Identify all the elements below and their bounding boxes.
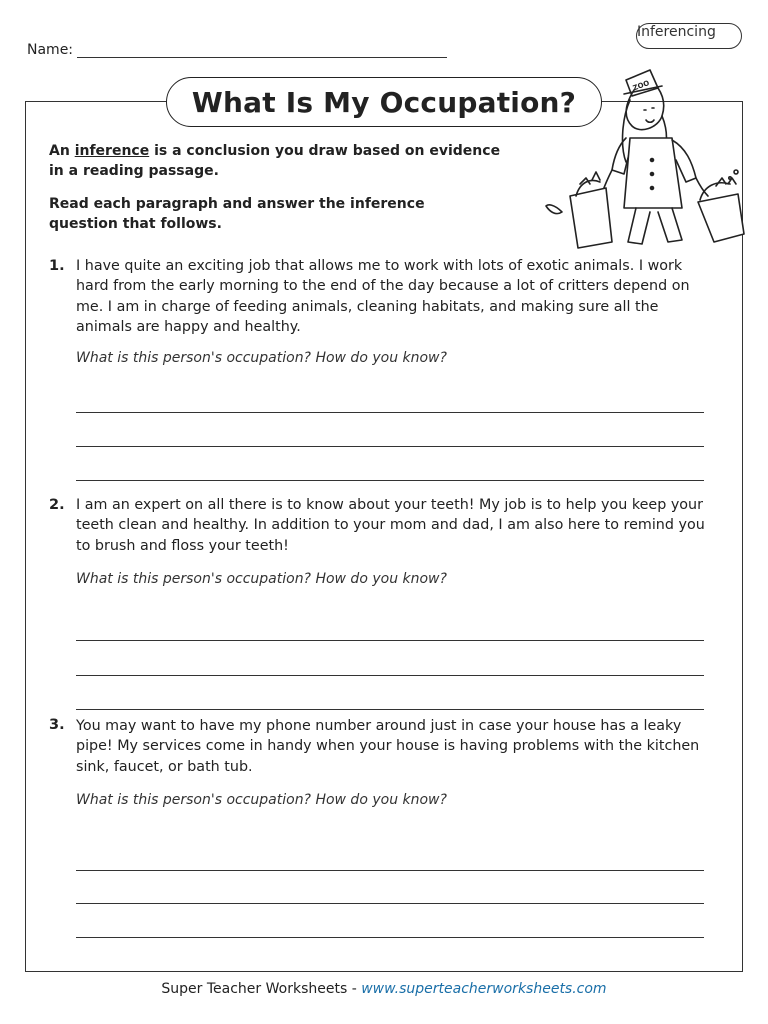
name-field [27, 41, 447, 58]
question-3-passage: You may want to have my phone number around just in case your house has a leaky pipe! My services come in handy when your house is having problems with the kitchen sink, faucet, or bath tub. [76, 718, 700, 775]
answer-line[interactable] [76, 903, 704, 904]
answer-line[interactable] [76, 412, 704, 413]
intro-prefix: An [49, 143, 70, 159]
topic-badge [636, 23, 742, 49]
name-blank-line[interactable] [77, 41, 447, 58]
answer-line[interactable] [76, 937, 704, 938]
title-banner [166, 77, 602, 127]
intro-keyword: inference [74, 143, 150, 159]
zookeeper-illustration [540, 66, 750, 252]
intro-definition [49, 141, 519, 181]
answer-line[interactable] [76, 709, 704, 710]
question-3-prompt: What is this person's occupation? How do you know? [76, 792, 447, 808]
question-2-passage: I am an expert on all there is to know about your teeth! My job is to help you keep your teeth clean and healthy. In addition to your mom and dad, I am also here to remind you to brush and floss your teeth! [76, 497, 705, 554]
question-2-prompt: What is this person's occupation? How do you know? [76, 571, 447, 587]
answer-line[interactable] [76, 480, 704, 481]
footer-link[interactable]: www.superteacherworksheets.com [361, 981, 607, 997]
intro-instructions: Read each paragraph and answer the inference question that follows. [49, 196, 425, 232]
question-1-prompt: What is this person's occupation? How do you know? [76, 350, 447, 366]
answer-line[interactable] [76, 675, 704, 676]
footer-brand: Super Teacher Worksheets - [161, 981, 357, 997]
intro-suffix: is a conclusion you draw based on evidence in a reading passage. [49, 143, 501, 179]
question-1-number: 1. [49, 258, 65, 274]
answer-line[interactable] [76, 446, 704, 447]
answer-line[interactable] [76, 870, 704, 871]
topic-badge-label: Inferencing [637, 24, 716, 40]
question-1-passage: I have quite an exciting job that allows me to work with lots of exotic animals. I work hard from the early morning to the end of the day because a lot of critters depend on me. I am in charge of feeding animals, cleaning habitats, and making sure all the animals are happy and healthy. [76, 258, 690, 335]
footer [0, 981, 768, 997]
question-3-number: 3. [49, 717, 65, 733]
question-2-number: 2. [49, 497, 65, 513]
page-title: What Is My Occupation? [191, 85, 577, 119]
name-label: Name: [27, 42, 74, 58]
answer-line[interactable] [76, 640, 704, 641]
hat-text: ZOO [631, 79, 651, 93]
